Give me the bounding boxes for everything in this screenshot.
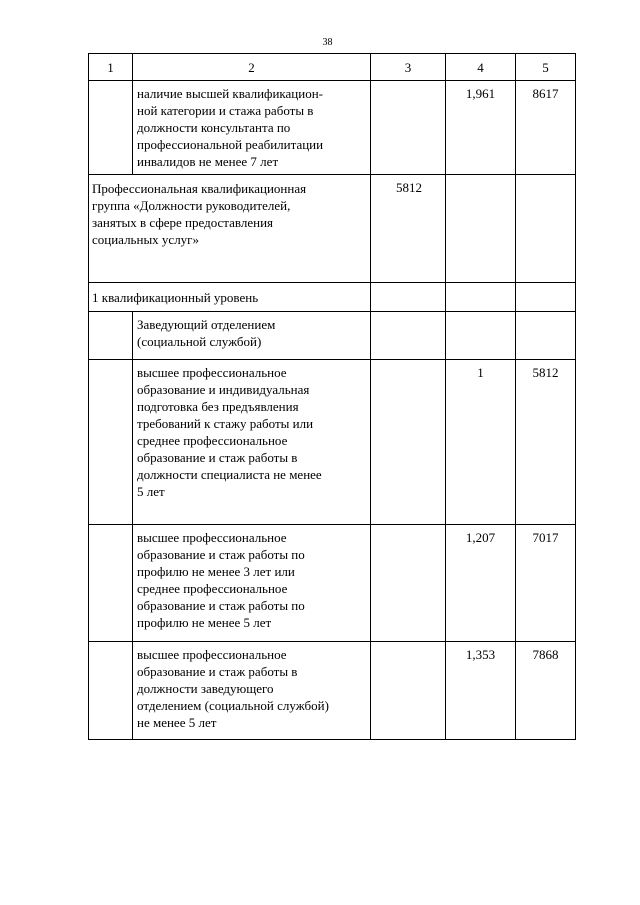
- qualification-table: [88, 53, 576, 740]
- salary-cell: [516, 283, 576, 312]
- requirement-cell: [133, 81, 371, 175]
- table-row: [89, 642, 576, 740]
- page-number: 38: [322, 37, 333, 48]
- salary-cell: [516, 642, 576, 740]
- header-col-4: 4: [446, 54, 516, 81]
- row-index-cell: [89, 525, 133, 642]
- requirement-text: высшее профессиональное образование и стаж работы в должности заведующего отделением (социальной службой) не менее 5 лет: [137, 647, 329, 730]
- coefficient-cell: [446, 175, 516, 283]
- position-title: Заведующий отделением (социальной службой): [137, 317, 276, 349]
- salary-value: 8617: [532, 86, 559, 101]
- coefficient-cell: [446, 81, 516, 175]
- base-salary-value: 5812: [396, 180, 422, 195]
- base-salary-cell: [371, 312, 446, 360]
- row-index-cell: [89, 642, 133, 740]
- requirement-cell: [133, 360, 371, 525]
- table-row: [89, 360, 576, 525]
- position-cell: [133, 312, 371, 360]
- coefficient-cell: [446, 360, 516, 525]
- table-row: [89, 525, 576, 642]
- salary-value: 7868: [532, 647, 559, 662]
- salary-cell: [516, 525, 576, 642]
- level-title: 1 квалификационный уровень: [92, 290, 259, 305]
- salary-cell: [516, 81, 576, 175]
- requirement-cell: [133, 642, 371, 740]
- row-index-cell: [89, 312, 133, 360]
- base-salary-cell: [371, 525, 446, 642]
- coefficient-cell: [446, 642, 516, 740]
- coefficient-cell: [446, 525, 516, 642]
- coefficient-cell: [446, 283, 516, 312]
- header-col-1: 1: [89, 54, 133, 81]
- table-row: [89, 175, 576, 283]
- base-salary-cell: [371, 283, 446, 312]
- salary-cell: [516, 175, 576, 283]
- requirement-text: наличие высшей квалификацион- ной категории и стажа работы в должности консультанта по профессиональной реабилитации инвалидов не менее 7 лет: [137, 86, 324, 169]
- coefficient-value: 1: [477, 365, 484, 380]
- row-index-cell: [89, 81, 133, 175]
- group-title-cell: [89, 175, 371, 283]
- header-col-2: 2: [133, 54, 371, 81]
- level-title-cell: [89, 283, 371, 312]
- base-salary-cell: [371, 175, 446, 283]
- salary-cell: [516, 312, 576, 360]
- requirement-text: высшее профессиональное образование и индивидуальная подготовка без предъявления требований к стажу работы или среднее профессиональное образование и стаж работы в должности специалиста не менее 5 лет: [137, 365, 322, 499]
- base-salary-cell: [371, 360, 446, 525]
- base-salary-cell: [371, 81, 446, 175]
- table-row: [89, 81, 576, 175]
- coefficient-value: 1,353: [465, 647, 496, 662]
- salary-value: 7017: [532, 530, 559, 545]
- salary-value: 5812: [532, 365, 559, 380]
- table-row: [89, 312, 576, 360]
- header-col-3: 3: [371, 54, 446, 81]
- requirement-text: высшее профессиональное образование и стаж работы по профилю не менее 3 лет или среднее профессиональное образование и стаж работы по профилю не менее 5 лет: [137, 530, 305, 630]
- table-row: [89, 283, 576, 312]
- coefficient-cell: [446, 312, 516, 360]
- row-index-cell: [89, 360, 133, 525]
- table-header-row: [89, 54, 576, 81]
- group-title: Профессиональная квалификационная группа «Должности руководителей, занятых в сфере предоставления социальных услуг»: [92, 181, 307, 247]
- coefficient-value: 1,961: [465, 86, 496, 101]
- salary-cell: [516, 360, 576, 525]
- requirement-cell: [133, 525, 371, 642]
- coefficient-value: 1,207: [465, 530, 496, 545]
- header-col-5: 5: [516, 54, 576, 81]
- base-salary-cell: [371, 642, 446, 740]
